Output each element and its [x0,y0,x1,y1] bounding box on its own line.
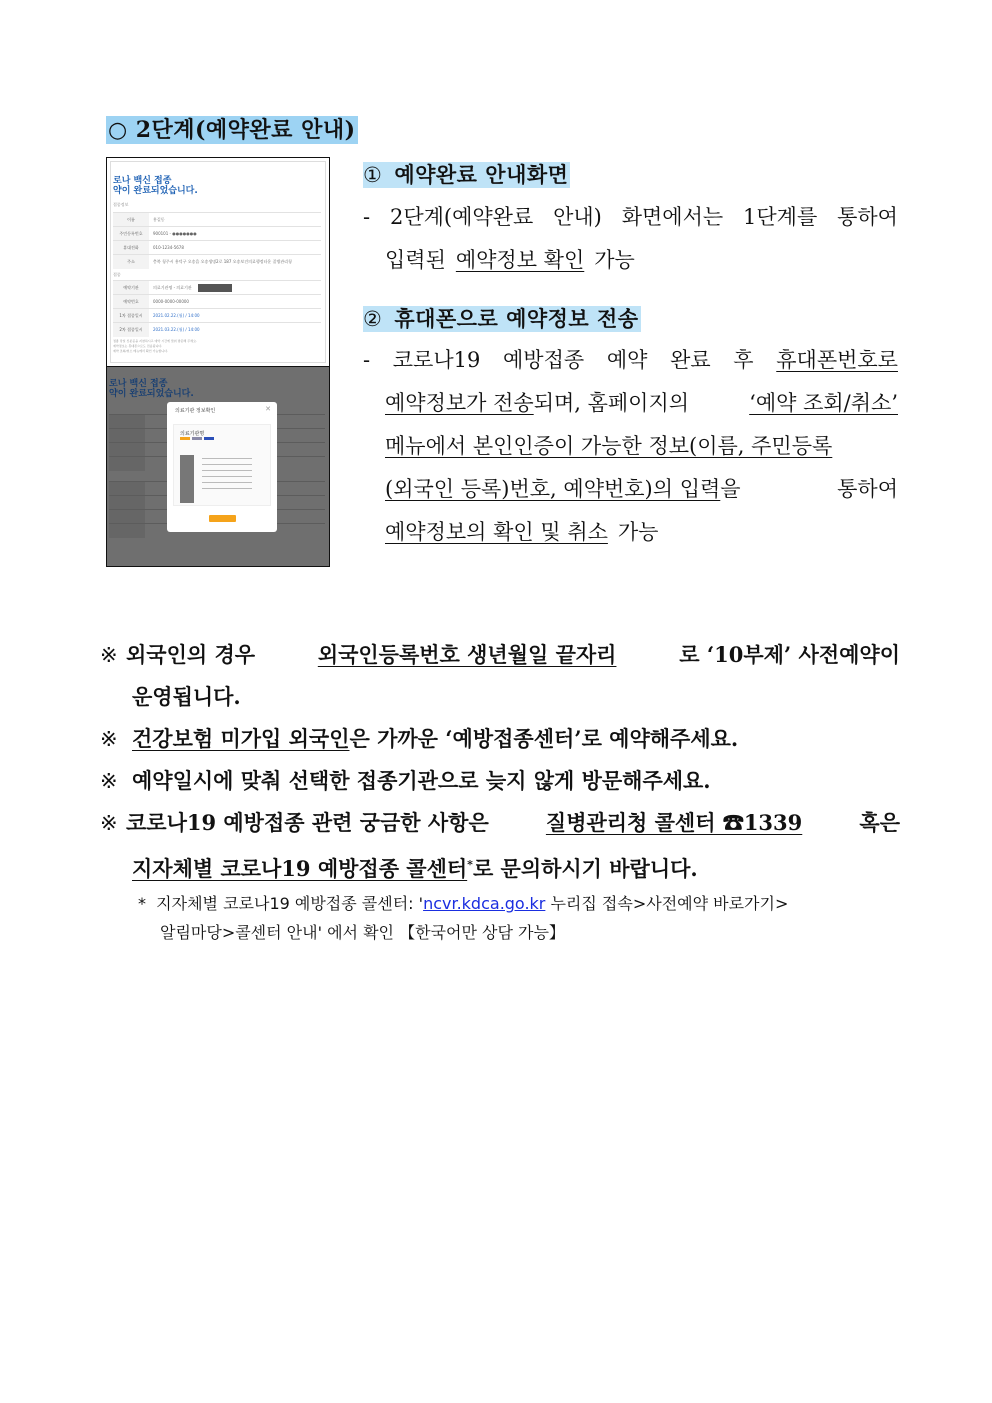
tag-badge [180,437,190,440]
screenshot-note: 예약정보는 휴대폰으로도 전송됩니다. [113,344,163,348]
row-value: 2021.03.22.(월) / 14:00 [153,327,200,332]
screenshot-row [113,294,321,309]
reference-mark-icon: ※ [100,727,118,751]
screenshot-row [113,308,321,323]
screenshot-section-label: 접종 [113,272,121,277]
word: 안내) [553,205,602,229]
underlined-phrase: 예약정보의 확인 및 취소 [385,520,608,544]
row-key: 예약번호 [113,295,149,309]
number-two-icon: ② [363,307,383,331]
screenshot-row [113,212,321,227]
item2-line1 [363,339,898,382]
item2-heading [363,306,641,332]
item2-line2 [363,382,898,425]
underlined-phrase: 지자체별 코로나19 예방접종 콜센터 [132,856,468,881]
callcenter-phone: 질병관리청 콜센터 ☎1339 [545,810,803,835]
screenshot-section-label: 접종정보 [113,202,129,207]
word: 완료 [670,348,711,372]
footnote-line1 [138,889,900,918]
screenshot-note: 접종 당일 신분증을 지참하시고 예약 시간에 맞춰 방문해 주세요. [113,339,197,343]
circle-bullet-icon: ○ [108,118,128,143]
note-line [100,676,900,718]
word: 후 [733,348,754,372]
facility-info-button [198,284,232,292]
ncvr-link[interactable]: ncvr.kdca.go.kr [423,894,546,913]
facility-name: 의료기관명 [180,431,205,437]
underlined-phrase: 건강보험 미가입 외국인 [132,726,350,751]
close-icon: ✕ [265,405,271,413]
text: 혹은 [859,810,900,835]
row-key [109,482,145,496]
text: 외국인의 경우 [126,642,256,667]
row-key: 2차 접종일시 [113,323,149,337]
modal-body [173,424,271,506]
row-key: 주민등록번호 [113,227,149,241]
text: 은 가까운 ‘예방접종센터’로 예약해주세요. [349,726,739,751]
screenshot-note: 예약 조회/취소 메뉴에서 확인 가능합니다. [113,349,169,353]
word: 가능 [594,248,635,272]
row-key [109,429,145,443]
modal-confirm-button [209,515,236,522]
note-item [100,802,900,886]
footnote-mark: * [467,858,473,871]
footnote [138,889,900,947]
row-key: 주소 [113,255,149,269]
item1-heading [363,162,570,188]
text: 로 ‘10부제’ 사전예약이 [679,642,900,667]
text: 을 [720,477,741,501]
note-line [100,760,900,802]
row-key: 휴대전화 [113,241,149,255]
reservation-complete-screenshot [106,157,330,367]
row-key: 이름 [113,213,149,227]
item2-line3 [363,425,898,468]
item2-title: 휴대폰으로 예약정보 전송 [394,306,639,331]
screenshot-title-line2: 약이 완료되었습니다. [109,389,194,399]
row-value: 2021.02.22.(월) / 14:00 [153,313,200,318]
info-label-column [180,455,194,503]
underlined-phrase: ‘예약 조회/취소’ [749,391,898,415]
notes-list [100,634,900,886]
row-key [109,457,145,471]
screenshot-title-line1: 로나 백신 접종 [109,379,168,389]
number-one-icon: ① [363,163,383,187]
word: 2단계(예약완료 [389,205,534,229]
tag-badge [192,437,202,440]
word: 입력된 [385,248,446,272]
text: 예약일시에 맞춰 선택한 접종기관으로 늦지 않게 방문해주세요. [132,768,711,793]
item1-line2 [363,239,898,282]
info-lines [202,458,252,494]
underlined-phrase: (외국인 등록)번호, 예약번호)의 입력 [385,477,721,501]
row-value: 010-1234-5678 [153,245,184,250]
row-key: 예약기관 [113,281,149,295]
row-key [109,510,145,524]
text: 지자체별 코로나19 예방접종 콜센터: ' [156,894,424,913]
screenshot-title [113,176,198,196]
item2-paragraph [363,339,898,554]
underlined-phrase: 예약정보 확인 [455,248,585,272]
underlined-phrase: 외국인등록번호 생년월일 끝자리 [317,642,617,667]
note-line [100,802,900,844]
text: 운영됩니다. [132,684,241,709]
section-title: 2단계(예약완료 안내) [135,117,356,143]
facility-info-modal-screenshot [106,366,330,567]
facility-info-modal [167,402,277,532]
item2-line4 [363,468,898,511]
screenshot-row [113,240,321,255]
row-value: 홍길동 [153,217,165,222]
row-value: 충북 청주시 흥덕구 오송읍 오송생명2로 187 오송보건의료행정타운 질병관리청 [153,259,292,264]
row-value: 900101 - ●●●●●●● [153,231,197,236]
underlined-phrase: 메뉴에서 본인인증이 가능한 정보(이름, 주민등록 [385,434,833,458]
reference-mark-icon: ※ [100,811,118,835]
row-key [109,443,145,457]
word: 예방접종 [503,348,585,372]
item2-line5 [363,511,898,554]
item1-line1 [363,196,898,239]
row-key [109,415,145,429]
word: 가능 [617,520,659,544]
text: 알림마당>콜센터 안내' 에서 확인 【한국어만 상담 가능】 [160,923,565,942]
reference-mark-icon: ※ [100,769,118,793]
note-line [100,718,900,760]
screenshot-title [109,379,194,399]
note-line [100,634,900,676]
word: 화면에서는 [621,205,724,229]
word: 예약 [606,348,648,372]
screenshot-row [113,280,321,295]
text: 코로나19 예방접종 관련 궁금한 사항은 [126,810,489,835]
modal-title: 의료기관 정보확인 [175,408,216,414]
screenshot-title-line1: 로나 백신 접종 [113,176,172,186]
note-line [100,844,900,886]
word: 코로나19 [392,348,481,372]
row-key: 1차 접종일시 [113,309,149,323]
row-value: 의료기관명 - 의료기관 [153,285,192,290]
underlined-phrase: 예약정보가 전송 [385,391,534,415]
note-item [100,634,900,718]
note-item [100,718,900,760]
screenshot-row [113,226,321,241]
dash: - [363,348,371,372]
footnote-line2 [138,918,900,947]
word: 통하여 [837,477,898,501]
row-key [109,496,145,510]
row-value: 0000-0000-00000 [153,299,189,304]
word: 1단계를 [743,205,818,229]
reference-mark-icon: ※ [100,643,118,667]
dash: - [363,205,371,229]
item1-paragraph [363,196,898,282]
tag-badge [204,437,214,440]
note-item [100,760,900,802]
underlined-phrase: 휴대폰번호로 [776,348,898,372]
text: 로 문의하시기 바랍니다. [472,856,698,881]
row-key [109,524,145,538]
item1-title: 예약완료 안내화면 [394,162,569,187]
text: 되며, 홈페이지의 [533,391,690,415]
text: 누리집 접속>사전예약 바로가기> [545,894,789,913]
screenshot-row [113,322,321,337]
screenshot-title-line2: 약이 완료되었습니다. [113,186,198,196]
screenshot-row [113,254,321,269]
section-heading [106,116,358,144]
word: 통하여 [837,205,898,229]
asterisk: * [138,894,146,913]
